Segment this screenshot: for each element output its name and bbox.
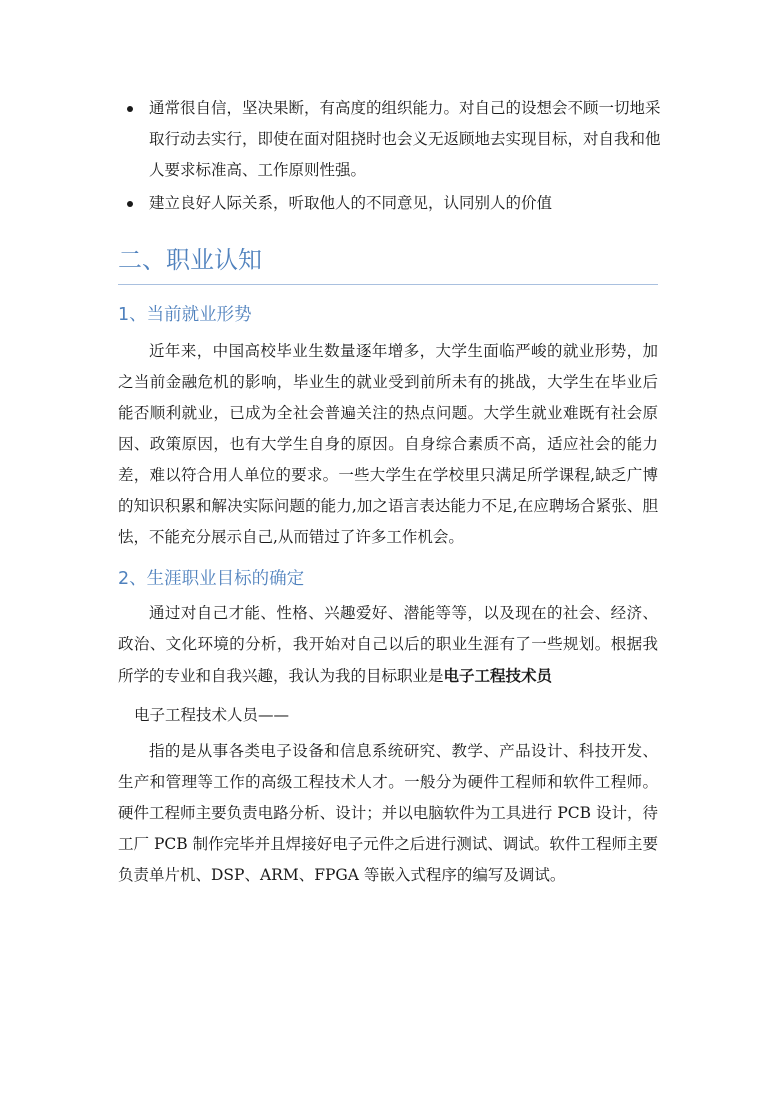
bullet-item: [118, 93, 663, 186]
bullet-text: 通常很自信，坚决果断，有高度的组织能力。对自己的设想会不顾一切地采取行动去实行，即使在面对阻挠时也会义无返顾地去实现目标，对自我和他人要求标准高、工作原则性强。: [149, 99, 661, 179]
bullet-text: 建立良好人际关系，听取他人的不同意见，认同别人的价值: [149, 194, 553, 212]
bullet-dot-icon: [127, 201, 133, 207]
subsection-heading-employment: 1、当前就业形势: [118, 305, 252, 325]
bullet-dot-icon: [127, 106, 133, 112]
subsection-heading-career-goal: 2、生涯职业目标的确定: [118, 569, 305, 589]
target-occupation: 电子工程技术员: [443, 666, 553, 685]
bullet-item: [118, 188, 663, 219]
career-goal-text: 通过对自己才能、性格、兴趣爱好、潜能等等，以及现在的社会、经济、政治、文化环境的分析，我开始对自己以后的职业生涯有了一些规划。根据我所学的专业和自我兴趣，我认为我的目标职业是: [118, 604, 658, 685]
career-goal-paragraph: [118, 598, 658, 692]
employment-paragraph: 近年来，中国高校毕业生数量逐年增多，大学生面临严峻的就业形势，加之当前金融危机的影响，毕业生的就业受到前所未有的挑战，大学生在毕业后能否顺利就业，已成为全社会普遍关注的热点问题。大学生就业难既有社会原因、政策原因，也有大学生自身的原因。自身综合素质不高，适应社会的能力差，难以符合用人单位的要求。一些大学生在学校里只满足所学课程,缺乏广博的知识积累和解决实际问题的能力,加之语言表达能力不足,在应聘场合紧张、胆怯，不能充分展示自己,从而错过了许多工作机会。: [118, 342, 658, 546]
trait-bullet-list: [118, 93, 663, 221]
role-label: 电子工程技术人员——: [134, 706, 290, 724]
section-heading: 二、职业认知: [118, 242, 658, 285]
role-description-paragraph: 指的是从事各类电子设备和信息系统研究、教学、产品设计、科技开发、生产和管理等工作的高级工程技术人才。一般分为硬件工程师和软件工程师。硬件工程师主要负责电路分析、设计；并以电脑软件为工具进行 PCB 设计，待工厂 PCB 制作完毕并且焊接好电子元件之后进行测试、调试。软件工程师主要负责单片机、DSP、ARM、FPGA 等嵌入式程序的编写及调试。: [118, 742, 658, 884]
